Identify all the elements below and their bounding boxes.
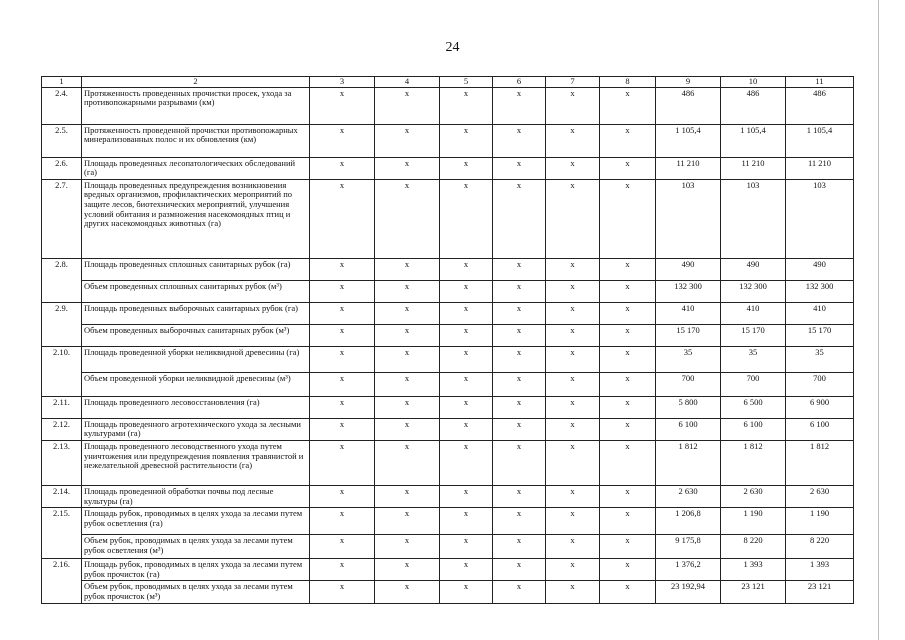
row-description: Протяженность проведенных прочистки просек, ухода за противопожарными разрывами (км) <box>82 87 310 124</box>
cell-value: 23 121 <box>786 581 854 603</box>
cell-mark: x <box>310 280 375 302</box>
cell-mark: x <box>600 280 656 302</box>
cell-mark: x <box>493 124 546 157</box>
row-number: 2.12. <box>42 418 82 440</box>
table-row <box>42 324 854 346</box>
cell-mark: x <box>310 396 375 418</box>
cell-mark: x <box>600 418 656 440</box>
cell-value: 2 630 <box>656 485 721 507</box>
cell-value: 15 170 <box>721 324 786 346</box>
row-number: 2.7. <box>42 179 82 258</box>
cell-mark: x <box>440 372 493 396</box>
column-header-5: 5 <box>440 77 493 88</box>
cell-mark: x <box>440 396 493 418</box>
cell-mark: x <box>310 157 375 179</box>
cell-value: 700 <box>721 372 786 396</box>
cell-mark: x <box>440 485 493 507</box>
cell-mark: x <box>600 508 656 535</box>
cell-mark: x <box>440 346 493 372</box>
cell-mark: x <box>546 508 600 535</box>
table-row <box>42 440 854 485</box>
cell-mark: x <box>546 396 600 418</box>
scan-edge-line <box>878 0 879 640</box>
row-description: Объем рубок, проводимых в целях ухода за лесами путем рубок прочисток (м³) <box>82 581 310 603</box>
column-header-10: 10 <box>721 77 786 88</box>
column-header-3: 3 <box>310 77 375 88</box>
cell-value: 5 800 <box>656 396 721 418</box>
cell-value: 6 100 <box>656 418 721 440</box>
table-row <box>42 258 854 280</box>
row-number: 2.13. <box>42 440 82 485</box>
column-header-1: 1 <box>42 77 82 88</box>
row-description: Площадь проведенных предупреждения возникновения вредных организмов, профилактических мероприятий по защите лесов, биотехнических мероприятий, улучшения условий обитания и размножения насекомоядных птиц и других насекомоядных животных (га) <box>82 179 310 258</box>
cell-mark: x <box>546 372 600 396</box>
row-description: Площадь рубок, проводимых в целях ухода за лесами путем рубок прочисток (га) <box>82 559 310 581</box>
cell-mark: x <box>375 485 440 507</box>
cell-mark: x <box>440 535 493 559</box>
cell-value: 103 <box>786 179 854 258</box>
row-description: Площадь проведенной уборки неликвидной древесины (га) <box>82 346 310 372</box>
cell-mark: x <box>546 418 600 440</box>
cell-mark: x <box>375 535 440 559</box>
cell-mark: x <box>375 396 440 418</box>
cell-value: 486 <box>786 87 854 124</box>
cell-mark: x <box>375 280 440 302</box>
cell-mark: x <box>493 280 546 302</box>
table-row <box>42 346 854 372</box>
cell-value: 1 812 <box>721 440 786 485</box>
cell-mark: x <box>375 372 440 396</box>
cell-mark: x <box>546 124 600 157</box>
cell-value: 15 170 <box>656 324 721 346</box>
cell-value: 35 <box>721 346 786 372</box>
cell-value: 1 376,2 <box>656 559 721 581</box>
column-header-9: 9 <box>656 77 721 88</box>
row-description: Протяженность проведенной прочистки противопожарных минерализованных полос и их обновления (км) <box>82 124 310 157</box>
cell-mark: x <box>493 440 546 485</box>
cell-value: 1 190 <box>721 508 786 535</box>
cell-mark: x <box>600 396 656 418</box>
cell-value: 6 100 <box>721 418 786 440</box>
column-header-8: 8 <box>600 77 656 88</box>
cell-mark: x <box>375 302 440 324</box>
cell-value: 1 105,4 <box>656 124 721 157</box>
cell-value: 6 500 <box>721 396 786 418</box>
row-number: 2.10. <box>42 346 82 396</box>
table-row <box>42 418 854 440</box>
cell-mark: x <box>440 280 493 302</box>
column-header-2: 2 <box>82 77 310 88</box>
cell-value: 6 100 <box>786 418 854 440</box>
row-description: Площадь проведенного агротехнического ухода за лесными культурами (га) <box>82 418 310 440</box>
cell-value: 700 <box>656 372 721 396</box>
cell-mark: x <box>310 535 375 559</box>
column-header-11: 11 <box>786 77 854 88</box>
cell-mark: x <box>310 258 375 280</box>
cell-mark: x <box>493 157 546 179</box>
row-description: Объем проведенной уборки неликвидной древесины (м³) <box>82 372 310 396</box>
cell-value: 103 <box>656 179 721 258</box>
cell-value: 490 <box>656 258 721 280</box>
cell-value: 1 105,4 <box>786 124 854 157</box>
cell-value: 1 393 <box>786 559 854 581</box>
cell-value: 410 <box>656 302 721 324</box>
cell-mark: x <box>600 581 656 603</box>
page-number: 24 <box>445 40 460 55</box>
cell-mark: x <box>493 535 546 559</box>
row-number: 2.9. <box>42 302 82 346</box>
table-row <box>42 535 854 559</box>
cell-mark: x <box>600 87 656 124</box>
cell-mark: x <box>546 485 600 507</box>
cell-value: 490 <box>721 258 786 280</box>
cell-value: 11 210 <box>656 157 721 179</box>
cell-value: 132 300 <box>786 280 854 302</box>
cell-value: 410 <box>786 302 854 324</box>
row-number: 2.14. <box>42 485 82 507</box>
cell-mark: x <box>546 581 600 603</box>
cell-mark: x <box>440 157 493 179</box>
cell-mark: x <box>375 258 440 280</box>
cell-mark: x <box>310 418 375 440</box>
cell-mark: x <box>310 324 375 346</box>
cell-mark: x <box>493 418 546 440</box>
cell-mark: x <box>440 87 493 124</box>
cell-mark: x <box>493 302 546 324</box>
cell-value: 23 192,94 <box>656 581 721 603</box>
cell-mark: x <box>600 258 656 280</box>
cell-mark: x <box>600 372 656 396</box>
row-description: Объем проведенных сплошных санитарных рубок (м³) <box>82 280 310 302</box>
cell-mark: x <box>493 508 546 535</box>
cell-value: 8 220 <box>721 535 786 559</box>
column-header-4: 4 <box>375 77 440 88</box>
cell-mark: x <box>546 346 600 372</box>
cell-mark: x <box>440 508 493 535</box>
cell-value: 11 210 <box>721 157 786 179</box>
table-row <box>42 179 854 258</box>
cell-mark: x <box>493 346 546 372</box>
table-row <box>42 302 854 324</box>
table-row <box>42 157 854 179</box>
cell-value: 1 206,8 <box>656 508 721 535</box>
cell-mark: x <box>600 124 656 157</box>
cell-mark: x <box>310 346 375 372</box>
cell-mark: x <box>375 124 440 157</box>
cell-value: 132 300 <box>721 280 786 302</box>
cell-mark: x <box>310 87 375 124</box>
cell-mark: x <box>440 559 493 581</box>
table-row <box>42 124 854 157</box>
column-header-6: 6 <box>493 77 546 88</box>
cell-mark: x <box>493 559 546 581</box>
cell-mark: x <box>440 258 493 280</box>
cell-mark: x <box>375 346 440 372</box>
cell-mark: x <box>493 258 546 280</box>
cell-mark: x <box>375 157 440 179</box>
cell-value: 8 220 <box>786 535 854 559</box>
report-table <box>41 76 854 604</box>
cell-value: 410 <box>721 302 786 324</box>
cell-mark: x <box>600 302 656 324</box>
header-row <box>42 77 854 88</box>
cell-value: 486 <box>721 87 786 124</box>
cell-mark: x <box>310 559 375 581</box>
cell-mark: x <box>600 179 656 258</box>
table-row <box>42 372 854 396</box>
cell-mark: x <box>546 280 600 302</box>
cell-mark: x <box>375 440 440 485</box>
column-header-7: 7 <box>546 77 600 88</box>
cell-value: 9 175,8 <box>656 535 721 559</box>
row-description: Площадь проведенной обработки почвы под лесные культуры (га) <box>82 485 310 507</box>
cell-mark: x <box>546 157 600 179</box>
table-body <box>42 87 854 603</box>
cell-value: 15 170 <box>786 324 854 346</box>
cell-value: 132 300 <box>656 280 721 302</box>
cell-value: 2 630 <box>721 485 786 507</box>
cell-value: 1 190 <box>786 508 854 535</box>
table-row <box>42 87 854 124</box>
cell-value: 1 393 <box>721 559 786 581</box>
table-row <box>42 280 854 302</box>
cell-mark: x <box>440 179 493 258</box>
table-row <box>42 559 854 581</box>
row-number: 2.6. <box>42 157 82 179</box>
cell-value: 1 105,4 <box>721 124 786 157</box>
cell-value: 490 <box>786 258 854 280</box>
row-number: 2.8. <box>42 258 82 302</box>
cell-value: 11 210 <box>786 157 854 179</box>
cell-mark: x <box>493 372 546 396</box>
cell-mark: x <box>310 581 375 603</box>
table-row <box>42 396 854 418</box>
cell-mark: x <box>440 581 493 603</box>
cell-mark: x <box>375 559 440 581</box>
cell-mark: x <box>310 179 375 258</box>
cell-mark: x <box>493 179 546 258</box>
cell-mark: x <box>310 508 375 535</box>
row-description: Площадь рубок, проводимых в целях ухода за лесами путем рубок осветления (га) <box>82 508 310 535</box>
cell-mark: x <box>546 179 600 258</box>
row-number: 2.11. <box>42 396 82 418</box>
row-description: Объем рубок, проводимых в целях ухода за лесами путем рубок осветления (м³) <box>82 535 310 559</box>
cell-value: 486 <box>656 87 721 124</box>
cell-mark: x <box>600 324 656 346</box>
cell-mark: x <box>600 559 656 581</box>
cell-mark: x <box>600 535 656 559</box>
cell-mark: x <box>440 124 493 157</box>
cell-mark: x <box>440 324 493 346</box>
cell-value: 103 <box>721 179 786 258</box>
row-description: Объем проведенных выборочных санитарных рубок (м³) <box>82 324 310 346</box>
row-description: Площадь проведенных сплошных санитарных рубок (га) <box>82 258 310 280</box>
cell-mark: x <box>493 396 546 418</box>
cell-mark: x <box>600 485 656 507</box>
cell-value: 2 630 <box>786 485 854 507</box>
cell-mark: x <box>600 440 656 485</box>
cell-mark: x <box>375 179 440 258</box>
cell-value: 1 812 <box>786 440 854 485</box>
cell-mark: x <box>546 440 600 485</box>
row-description: Площадь проведенного лесовосстановления (га) <box>82 396 310 418</box>
cell-value: 35 <box>786 346 854 372</box>
cell-mark: x <box>310 372 375 396</box>
cell-mark: x <box>375 87 440 124</box>
cell-mark: x <box>600 346 656 372</box>
table-row <box>42 581 854 603</box>
cell-mark: x <box>375 324 440 346</box>
cell-mark: x <box>310 440 375 485</box>
cell-mark: x <box>546 87 600 124</box>
table-row <box>42 485 854 507</box>
cell-mark: x <box>440 440 493 485</box>
cell-mark: x <box>310 485 375 507</box>
cell-mark: x <box>375 418 440 440</box>
row-description: Площадь проведенных лесопатологических обследований (га) <box>82 157 310 179</box>
row-description: Площадь проведенного лесоводственного ухода путем уничтожения или предупреждения появления травянистой и нежелательной древесной растительности (га) <box>82 440 310 485</box>
cell-mark: x <box>310 302 375 324</box>
cell-value: 700 <box>786 372 854 396</box>
cell-mark: x <box>546 302 600 324</box>
row-description: Площадь проведенных выборочных санитарных рубок (га) <box>82 302 310 324</box>
cell-mark: x <box>310 124 375 157</box>
cell-value: 6 900 <box>786 396 854 418</box>
row-number: 2.16. <box>42 559 82 603</box>
cell-mark: x <box>440 302 493 324</box>
cell-mark: x <box>375 508 440 535</box>
cell-value: 1 812 <box>656 440 721 485</box>
cell-mark: x <box>546 324 600 346</box>
cell-mark: x <box>493 324 546 346</box>
cell-mark: x <box>493 485 546 507</box>
row-number: 2.5. <box>42 124 82 157</box>
cell-mark: x <box>493 87 546 124</box>
cell-mark: x <box>440 418 493 440</box>
cell-value: 23 121 <box>721 581 786 603</box>
cell-mark: x <box>546 258 600 280</box>
row-number: 2.4. <box>42 87 82 124</box>
row-number: 2.15. <box>42 508 82 559</box>
table-row <box>42 508 854 535</box>
cell-mark: x <box>600 157 656 179</box>
cell-value: 35 <box>656 346 721 372</box>
cell-mark: x <box>375 581 440 603</box>
cell-mark: x <box>546 559 600 581</box>
cell-mark: x <box>493 581 546 603</box>
cell-mark: x <box>546 535 600 559</box>
